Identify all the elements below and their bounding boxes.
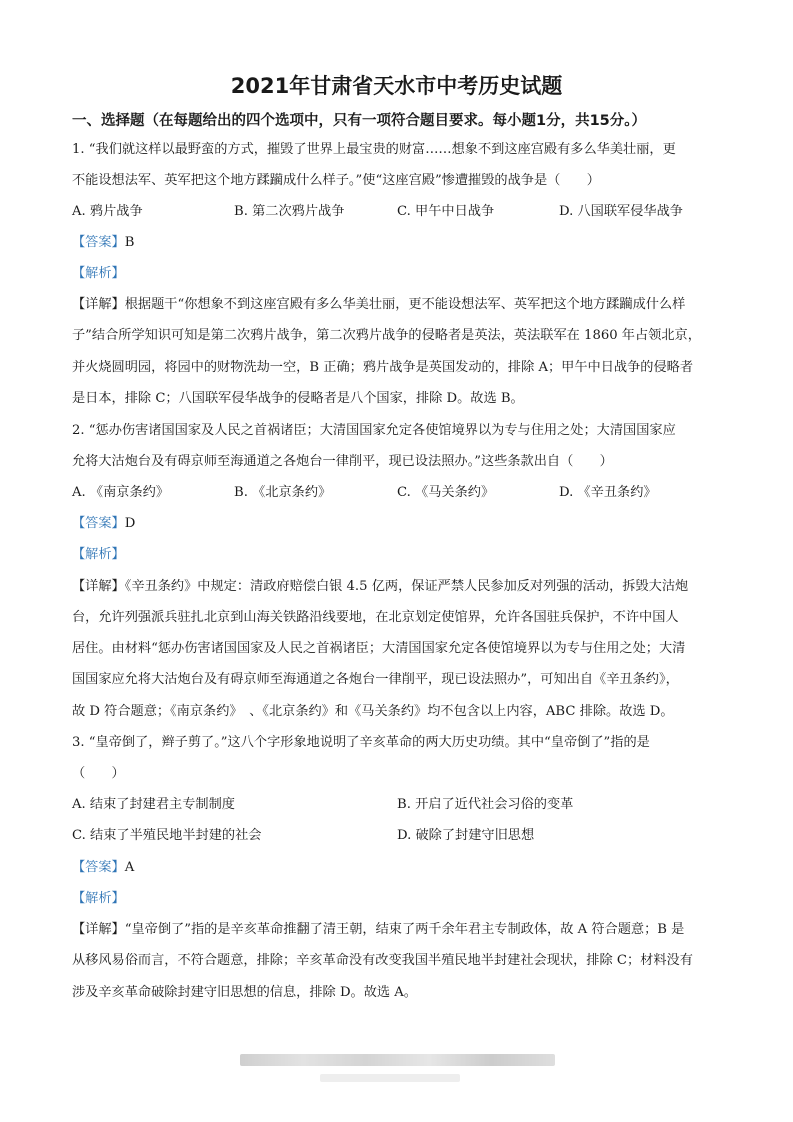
q3-stem-line-2: （ ） [72,766,125,781]
answer-value: B [124,235,135,250]
q2-analysis-tag: 【解析】 [72,547,125,562]
q1-detail-line-2: 子”结合所学知识可知是第二次鸦片战争，第二次鸦片战争的侵略者是英法，英法联军在 1860 年占领北京， [72,328,701,343]
page-title: 2021年甘肃省天水市中考历史试题 [230,74,563,98]
q3-detail-line-1 [72,921,684,939]
q1-option-c: C. 甲午中日战争 [397,204,495,219]
q1-option-b: B. 第二次鸦片战争 [234,204,345,219]
section-heading: 一、选择题（在每题给出的四个选项中，只有一项符合题目要求。每小题1分，共15分。） [72,113,647,129]
q3-detail-line-3: 涉及辛亥革命破除封建守旧思想的信息，排除 D。故选 A。 [72,985,417,1000]
answer-value: A [124,860,135,875]
q1-detail-line-1 [72,296,685,314]
detail-text: “皇帝倒了”指的是辛亥革命推翻了清王朝，结束了两千余年君主专制政体，故 A 符合题意；B 是 [124,922,685,937]
q3-option-a: A. 结束了封建君主专制制度 [72,797,235,812]
q2-option-d: D. 《辛丑条约》 [559,485,657,500]
q1-stem-line-2: 不能设想法军、英军把这个地方蹂躏成什么样子。”使“这座宫殿”惨遭摧毁的战争是（ ） [72,173,600,188]
footer-watermark-sub [320,1074,460,1082]
q3-stem-line-1: 3. “皇帝倒了，辫子剪了。”这八个字形象地说明了辛亥革命的两大历史功绩。其中“皇帝倒了”指的是 [72,735,650,750]
q1-analysis-tag: 【解析】 [72,266,125,281]
q2-detail-line-4: 国国家应允将大沽炮台及有碍京师至海通道之各炮台一律削平，现已设法照办”，可知出自《辛丑条约》， [72,672,679,687]
q2-option-a: A. 《南京条约》 [72,485,170,500]
q3-answer [72,859,134,877]
q3-detail-line-2: 从移风易俗而言，不符合题意，排除；辛亥革命没有改变我国半殖民地半封建社会现状，排除 C；材料没有 [72,953,693,968]
q2-detail-line-5: 故 D 符合题意；《南京条约》 、《北京条约》和《马关条约》均不包含以上内容，ABC 排除。故选 D。 [72,704,674,719]
q1-answer [72,234,134,252]
q2-answer [72,515,135,533]
detail-tag: 【详解】 [72,922,125,937]
detail-tag: 【详解】 [72,579,125,594]
q2-option-c: C. 《马关条约》 [397,485,495,500]
q1-option-d: D. 八国联军侵华战争 [559,204,683,219]
q2-stem-line-1: 2. “惩办伤害诸国国家及人民之首祸诸臣；大清国国家允定各使馆境界以为专与住用之处；大清国国家应 [72,423,676,438]
q2-detail-line-1 [72,578,688,596]
q2-detail-line-3: 居住。由材料“惩办伤害诸国国家及人民之首祸诸臣；大清国国家允定各使馆境界以为专与住用之处；大清 [72,641,686,656]
answer-value: D [124,516,136,531]
answer-tag: 【答案】 [72,860,125,875]
q2-detail-line-2: 台，允许列强派兵驻扎北京到山海关铁路沿线要地，在北京划定使馆界，允许各国驻兵保护，不许中国人 [72,610,679,625]
q3-analysis-tag: 【解析】 [72,891,125,906]
q1-stem-line-1: 1. “我们就这样以最野蛮的方式，摧毁了世界上最宝贵的财富……想象不到这座宫殿有多么华美壮丽，更 [72,142,676,157]
q3-option-d: D. 破除了封建守旧思想 [397,828,535,843]
q1-option-a: A. 鸦片战争 [72,204,143,219]
footer-watermark [240,1054,555,1066]
q2-stem-line-2: 允将大沽炮台及有碍京师至海通道之各炮台一律削平，现已设法照办。”这些条款出自（ ） [72,454,613,469]
q3-option-c: C. 结束了半殖民地半封建的社会 [72,828,262,843]
answer-tag: 【答案】 [72,235,125,250]
detail-tag: 【详解】 [72,297,125,312]
q2-option-b: B. 《北京条约》 [234,485,332,500]
q1-detail-line-4: 是日本，排除 C；八国联军侵华战争的侵略者是八个国家，排除 D。故选 B。 [72,391,524,406]
q1-detail-line-3: 并火烧圆明园，将园中的财物洗劫一空，B 正确；鸦片战争是英国发动的，排除 A；甲午中日战争的侵略者 [72,360,694,375]
detail-text: 《辛丑条约》中规定：清政府赔偿白银 4.5 亿两，保证严禁人民参加反对列强的活动，拆毁大沽炮 [124,579,689,594]
detail-text: 根据题干“你想象不到这座宫殿有多么华美壮丽，更不能设想法军、英军把这个地方蹂躏成什么样 [124,297,686,312]
answer-tag: 【答案】 [72,516,125,531]
q3-option-b: B. 开启了近代社会习俗的变革 [397,797,574,812]
